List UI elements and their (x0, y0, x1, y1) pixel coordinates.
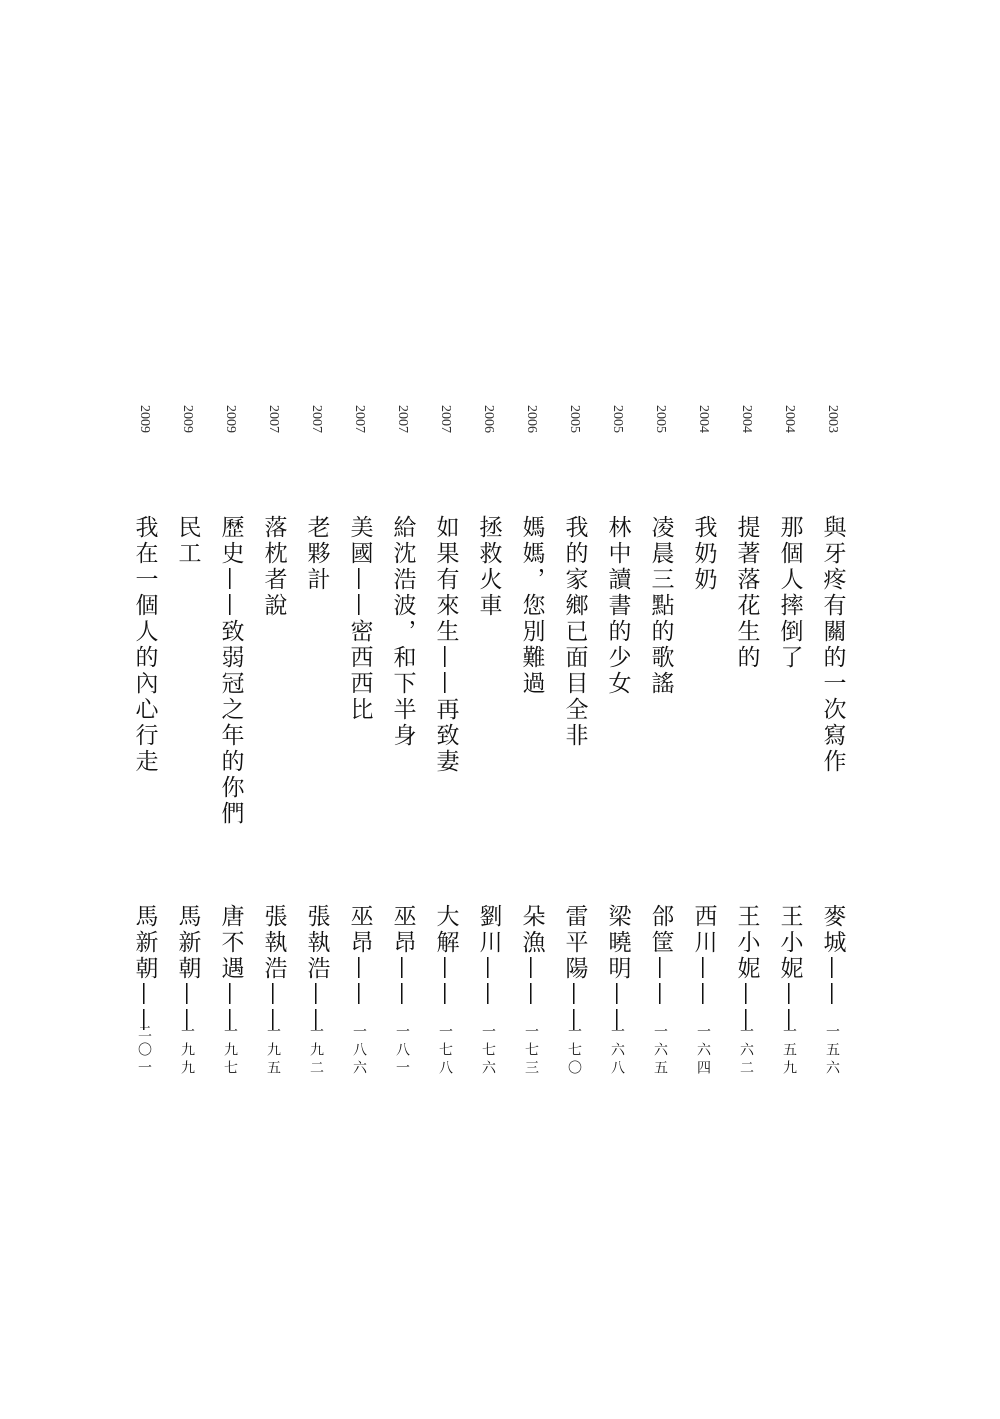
entry-author: 馬新朝—— (131, 904, 158, 1034)
toc-entry (771, 0, 807, 1419)
entry-page-number: 二〇一 (136, 1024, 152, 1078)
entry-page-number: 一五九 (781, 1024, 797, 1078)
entry-page-number: 一八一 (394, 1024, 410, 1078)
toc-entry (212, 0, 248, 1419)
entry-title: 媽媽，您別難過 (518, 515, 545, 697)
entry-title: 拯救火車 (475, 515, 502, 619)
entry-author: 巫昂—— (389, 904, 416, 1008)
toc-entry (556, 0, 592, 1419)
entry-title: 如果有來生——再致妻 (432, 515, 459, 775)
entry-page-number: 一九七 (222, 1024, 238, 1078)
entry-page-number: 一六五 (652, 1024, 668, 1078)
toc-entry (126, 0, 162, 1419)
entry-author: 雷平陽—— (561, 904, 588, 1034)
entry-title: 與牙疼有關的一次寫作 (819, 515, 846, 775)
entry-page-number: 一七六 (480, 1024, 496, 1078)
entry-year: 2006 (524, 405, 539, 433)
entry-page-number: 一七三 (523, 1024, 539, 1078)
entry-year: 2005 (610, 405, 625, 433)
entry-year: 2003 (825, 405, 840, 433)
entry-title: 我在一個人的內心行走 (131, 515, 158, 775)
entry-page-number: 一七八 (437, 1024, 453, 1078)
entry-page-number: 一六二 (738, 1024, 754, 1078)
entry-page-number: 一九五 (265, 1024, 281, 1078)
entry-author: 巫昂—— (346, 904, 373, 1008)
toc-entry (298, 0, 334, 1419)
entry-page-number: 一九二 (308, 1024, 324, 1078)
entry-year: 2004 (782, 405, 797, 433)
entry-title: 我奶奶 (690, 515, 717, 593)
entry-title: 我的家鄉已面目全非 (561, 515, 588, 749)
entry-page-number: 一九九 (179, 1024, 195, 1078)
toc-entry (427, 0, 463, 1419)
toc-entry (341, 0, 377, 1419)
entry-year: 2009 (180, 405, 195, 433)
entry-title: 美國——密西西比 (346, 515, 373, 723)
entry-page-number: 一六四 (695, 1024, 711, 1078)
entry-page-number: 一八六 (351, 1024, 367, 1078)
entry-year: 2006 (481, 405, 496, 433)
toc-entry (642, 0, 678, 1419)
entry-title: 那個人摔倒了 (776, 515, 803, 671)
entry-year: 2004 (739, 405, 754, 433)
entry-title: 老夥計 (303, 515, 330, 593)
entry-author: 唐不遇—— (217, 904, 244, 1034)
entry-year: 2009 (223, 405, 238, 433)
entry-year: 2005 (653, 405, 668, 433)
toc-entry (169, 0, 205, 1419)
entry-author: 劉川—— (475, 904, 502, 1008)
entry-author: 王小妮—— (776, 904, 803, 1034)
entry-title: 歷史——致弱冠之年的你們 (217, 515, 244, 827)
entry-page-number: 一七〇 (566, 1024, 582, 1078)
toc-entry (513, 0, 549, 1419)
entry-title: 林中讀書的少女 (604, 515, 631, 697)
entry-author: 朵漁—— (518, 904, 545, 1008)
toc-entry (470, 0, 506, 1419)
entry-title: 落枕者說 (260, 515, 287, 619)
toc-entry (384, 0, 420, 1419)
entry-year: 2009 (137, 405, 152, 433)
toc-entry (814, 0, 850, 1419)
toc-entry (728, 0, 764, 1419)
entry-author: 馬新朝—— (174, 904, 201, 1034)
entry-author: 西川—— (690, 904, 717, 1008)
entry-author: 張執浩—— (303, 904, 330, 1034)
toc-entry (599, 0, 635, 1419)
entry-author: 郃筐—— (647, 904, 674, 1008)
toc-entry (685, 0, 721, 1419)
entry-author: 大解—— (432, 904, 459, 1008)
entry-year: 2007 (395, 405, 410, 433)
entry-title: 凌晨三點的歌謠 (647, 515, 674, 697)
entry-author: 王小妮—— (733, 904, 760, 1034)
entry-year: 2007 (438, 405, 453, 433)
entry-title: 民工 (174, 515, 201, 567)
entry-year: 2007 (352, 405, 367, 433)
entry-page-number: 一五六 (824, 1024, 840, 1078)
entry-page-number: 一六八 (609, 1024, 625, 1078)
entry-author: 梁曉明—— (604, 904, 631, 1034)
entry-title: 提著落花生的 (733, 515, 760, 671)
entry-title: 給沈浩波，和下半身 (389, 515, 416, 749)
entry-author: 張執浩—— (260, 904, 287, 1034)
entry-author: 麥城—— (819, 904, 846, 1008)
entry-year: 2005 (567, 405, 582, 433)
toc-entry (255, 0, 291, 1419)
entry-year: 2004 (696, 405, 711, 433)
entry-year: 2007 (266, 405, 281, 433)
entry-year: 2007 (309, 405, 324, 433)
